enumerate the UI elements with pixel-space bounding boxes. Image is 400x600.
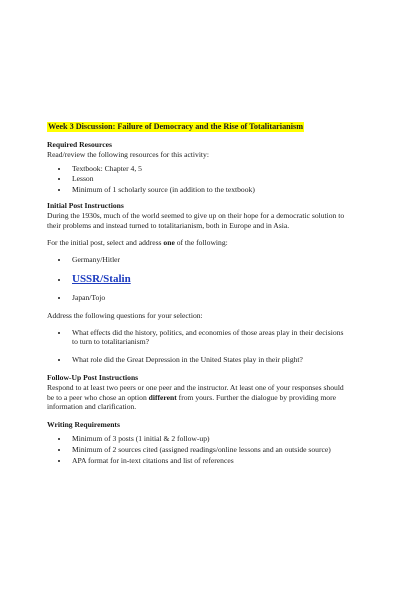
questions-list bbox=[47, 328, 350, 365]
list-item: • APA format for in-text citations and list of references bbox=[69, 456, 350, 466]
question-item: • What role did the Great Depression in the United States play in their plight? bbox=[69, 355, 350, 365]
follow-up-emphasis: different bbox=[148, 392, 177, 402]
option-germany: • Germany/Hitler bbox=[69, 255, 350, 265]
list-item: • Lesson bbox=[69, 174, 350, 184]
option-ussr-link[interactable] bbox=[69, 273, 350, 285]
selection-emphasis: one bbox=[163, 238, 175, 248]
address-intro: Address the following questions for your selection: bbox=[47, 310, 203, 320]
list-item: • Textbook: Chapter 4, 5 bbox=[69, 164, 350, 174]
selection-instruction bbox=[47, 238, 350, 248]
follow-up-heading: Follow-Up Post Instructions bbox=[47, 372, 139, 382]
writing-requirements-list bbox=[47, 434, 350, 465]
list-item: • Minimum of 2 sources cited (assigned readings/online lessons and an outside source) bbox=[69, 445, 350, 455]
follow-up-text-end: from yours. Further the dialogue by providing more information and clarification. bbox=[47, 392, 336, 412]
writing-requirements-heading: Writing Requirements bbox=[47, 420, 120, 430]
ussr-stalin-link[interactable]: USSR/Stalin bbox=[72, 272, 131, 285]
selection-text-end: of the following: bbox=[174, 238, 228, 248]
selection-text: For the initial post, select and address bbox=[47, 238, 164, 248]
required-resources-list bbox=[47, 164, 350, 195]
required-resources-heading: Required Resources bbox=[47, 140, 112, 149]
list-item: • Minimum of 1 scholarly source (in addition to the textbook) bbox=[69, 185, 350, 195]
required-resources-intro: Read/review the following resources for this activity: bbox=[47, 149, 209, 159]
question-item: • What effects did the history, politics, and economies of those areas play in their decisions to turn to totalitarianism? bbox=[69, 328, 350, 348]
list-item: • Minimum of 3 posts (1 initial & 2 follow-up) bbox=[69, 434, 350, 444]
option-japan: • Japan/Tojo bbox=[69, 293, 350, 303]
initial-post-heading: Initial Post Instructions bbox=[47, 200, 124, 210]
document-title: Week 3 Discussion: Failure of Democracy and the Rise of Totalitarianism bbox=[48, 122, 304, 131]
follow-up-text: Respond to at least two peers or one peer and the instructor. At least one of your responses should be to a peer who chose an option bbox=[47, 382, 344, 402]
options-list bbox=[47, 255, 350, 303]
initial-post-paragraph: During the 1930s, much of the world seemed to give up on their hope for a democratic solution to their problems and instead turned to totalitarianism, both in Europe and in Asia. bbox=[47, 210, 345, 230]
follow-up-paragraph bbox=[47, 383, 350, 412]
